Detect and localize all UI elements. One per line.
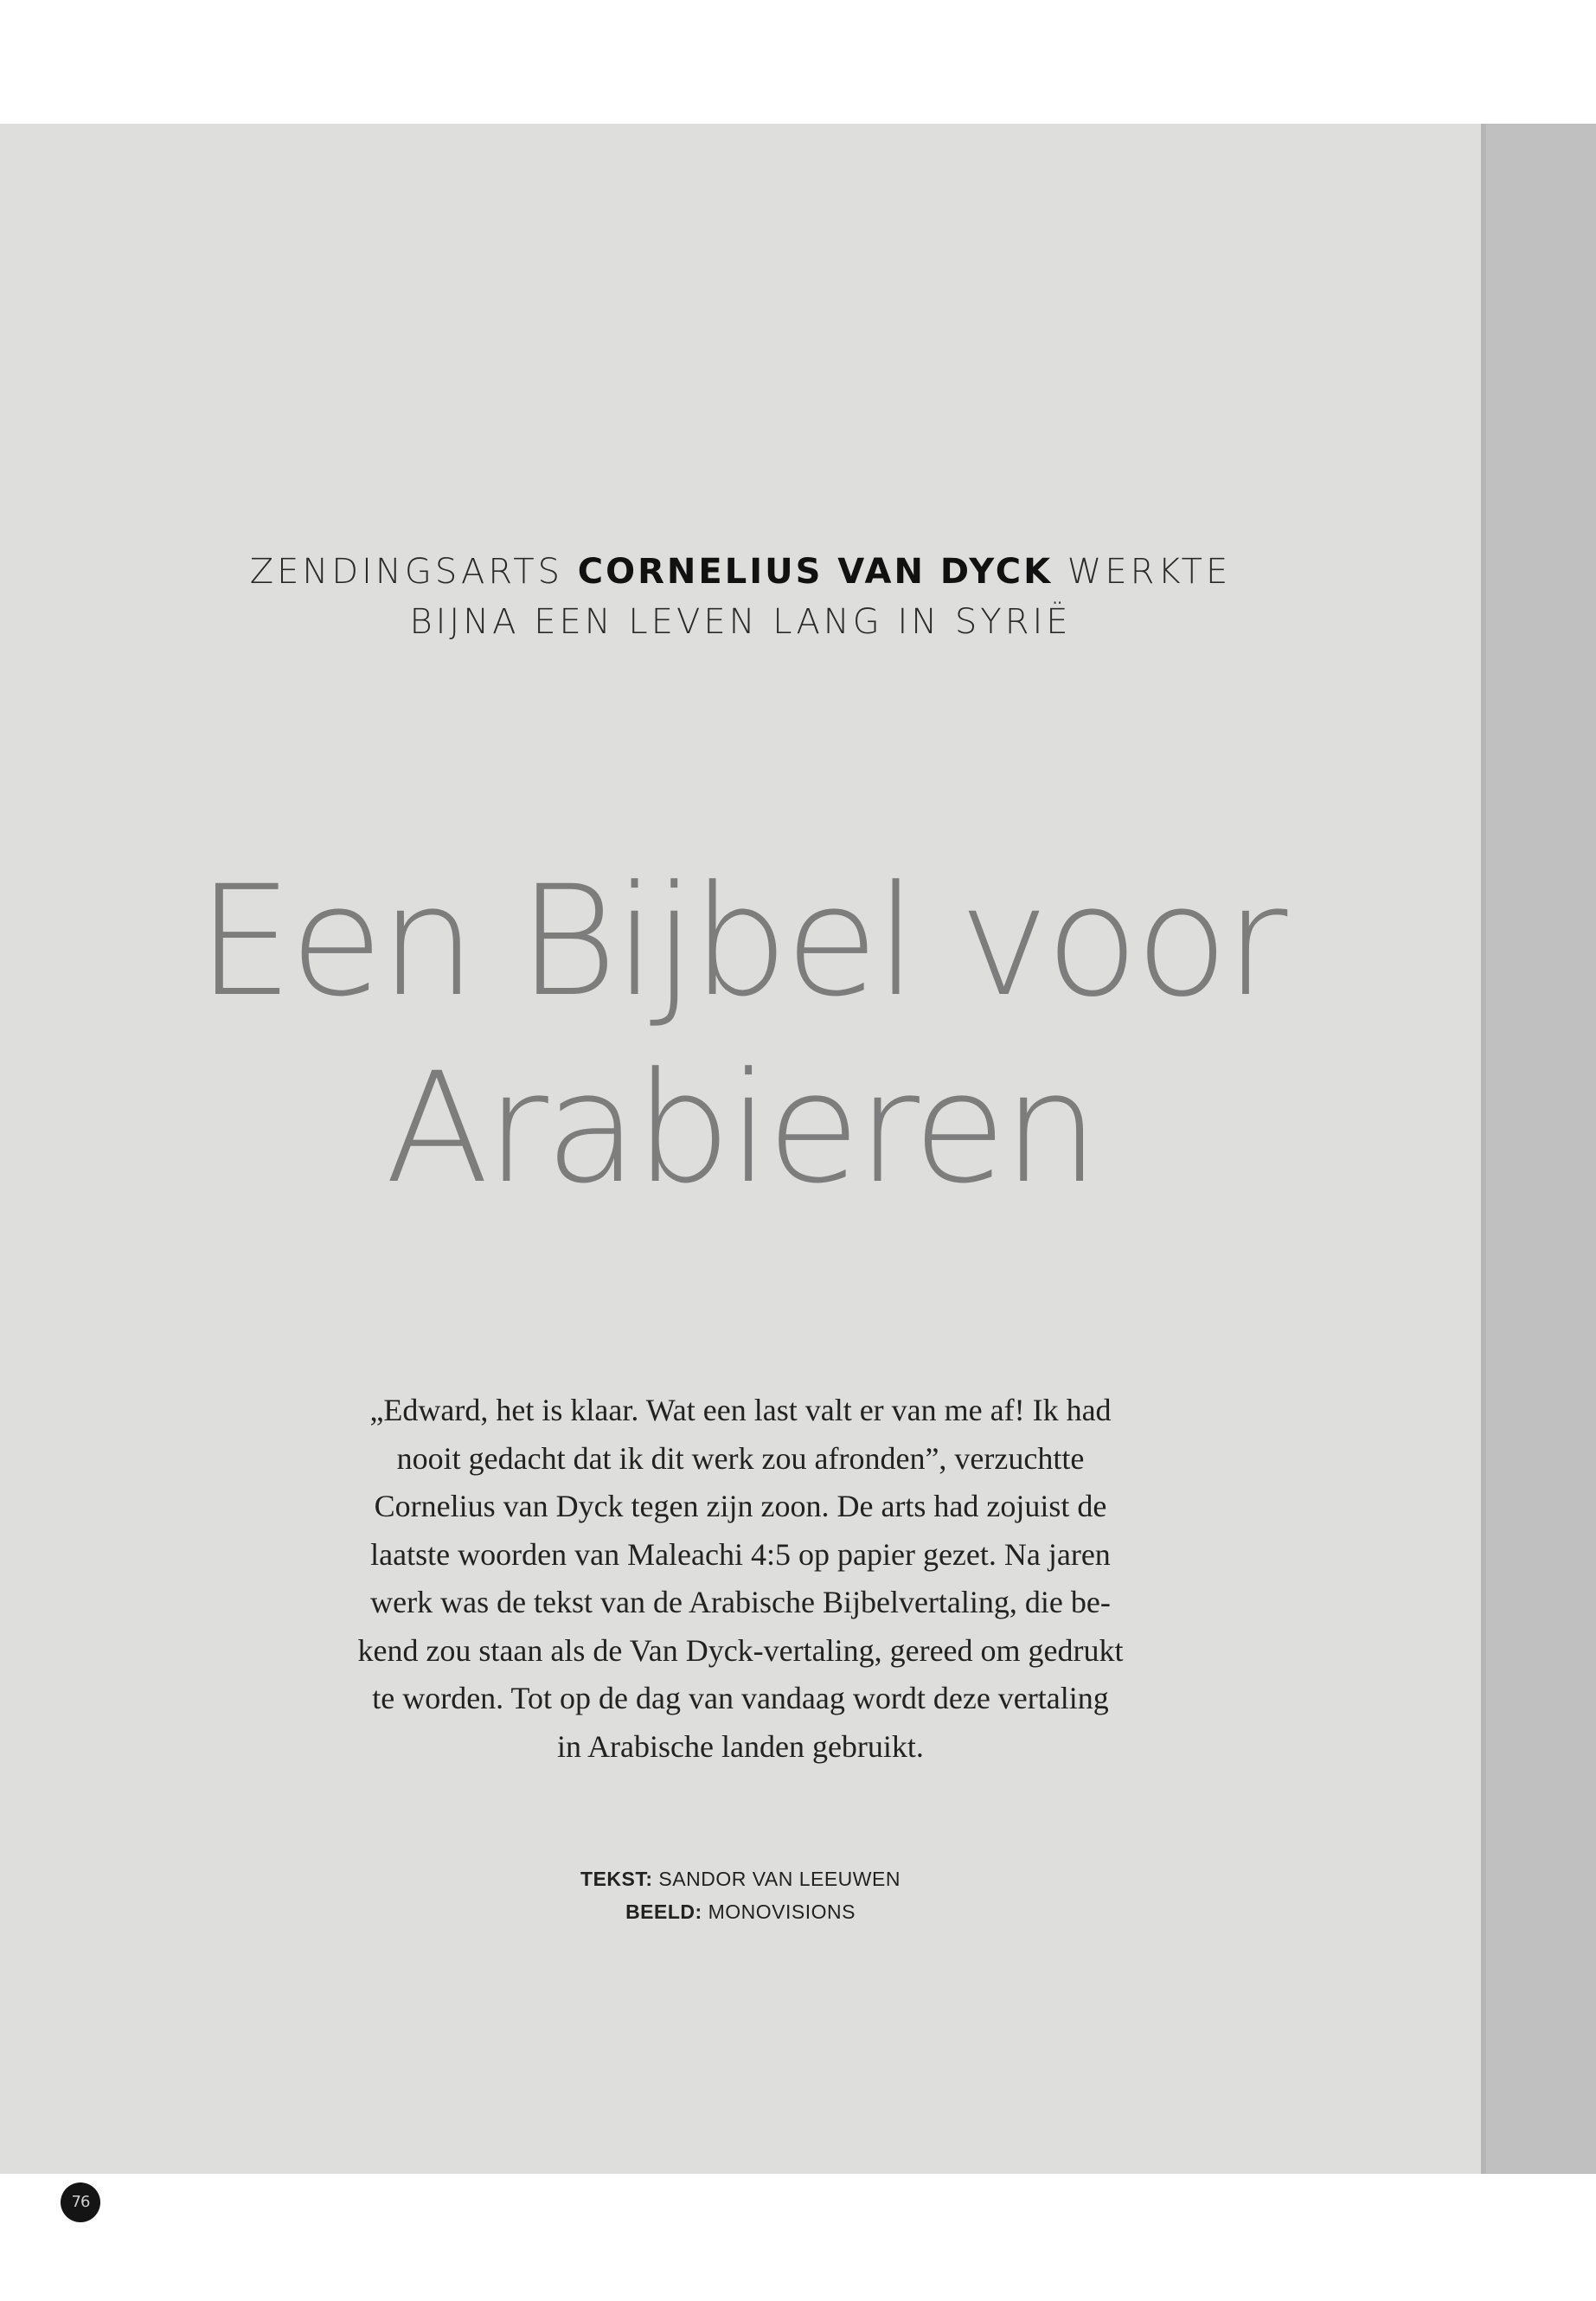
intro-line: Cornelius van Dyck tegen zijn zoon. De arts had zojuist de bbox=[374, 1489, 1107, 1523]
credit-image-value: MONOVISIONS bbox=[702, 1900, 856, 1923]
headline-line-1: Een Bijbel voor bbox=[196, 853, 1285, 1030]
kicker-line-1 bbox=[0, 548, 1481, 596]
page-number-badge: 76 bbox=[61, 2182, 100, 2222]
intro-line: te worden. Tot op de dag van vandaag wordt deze vertaling bbox=[372, 1681, 1109, 1715]
intro-line: in Arabische landen gebruikt. bbox=[557, 1728, 924, 1764]
page-spine-edge bbox=[1481, 124, 1486, 2174]
headline-line-2: Arabieren bbox=[385, 1040, 1096, 1217]
credit-image-label: BEELD: bbox=[625, 1900, 702, 1923]
kicker-text-post: WERKTE bbox=[1053, 552, 1232, 592]
intro-line: werk was de tekst van de Arabische Bijbelvertaling, die be- bbox=[370, 1585, 1111, 1619]
kicker-line-2: BIJNA EEN LEVEN LANG IN SYRIË bbox=[409, 602, 1072, 642]
page-spine-shadow bbox=[1481, 124, 1596, 2174]
intro-line: nooit gedacht dat ik dit werk zou afronden”, verzuchtte bbox=[396, 1440, 1085, 1476]
intro-line: kend zou staan als de Van Dyck-vertaling, gereed om gedrukt bbox=[357, 1632, 1124, 1668]
credit-image bbox=[0, 1895, 1481, 1928]
credit-text-value: SANDOR VAN LEEUWEN bbox=[652, 1868, 901, 1890]
intro-line: „Edward, het is klaar. Wat een last valt er van me af! Ik had bbox=[369, 1393, 1112, 1427]
credit-text bbox=[0, 1862, 1481, 1895]
kicker-name-bold: CORNELIUS VAN DYCK bbox=[577, 552, 1054, 592]
credit-text-label: TEKST: bbox=[580, 1868, 653, 1890]
intro-paragraph bbox=[308, 1387, 1173, 1771]
kicker-text-pre: ZENDINGSARTS bbox=[249, 552, 578, 592]
intro-line: laatste woorden van Maleachi 4:5 op papier gezet. Na jaren bbox=[370, 1536, 1111, 1572]
magazine-page bbox=[0, 124, 1596, 2211]
